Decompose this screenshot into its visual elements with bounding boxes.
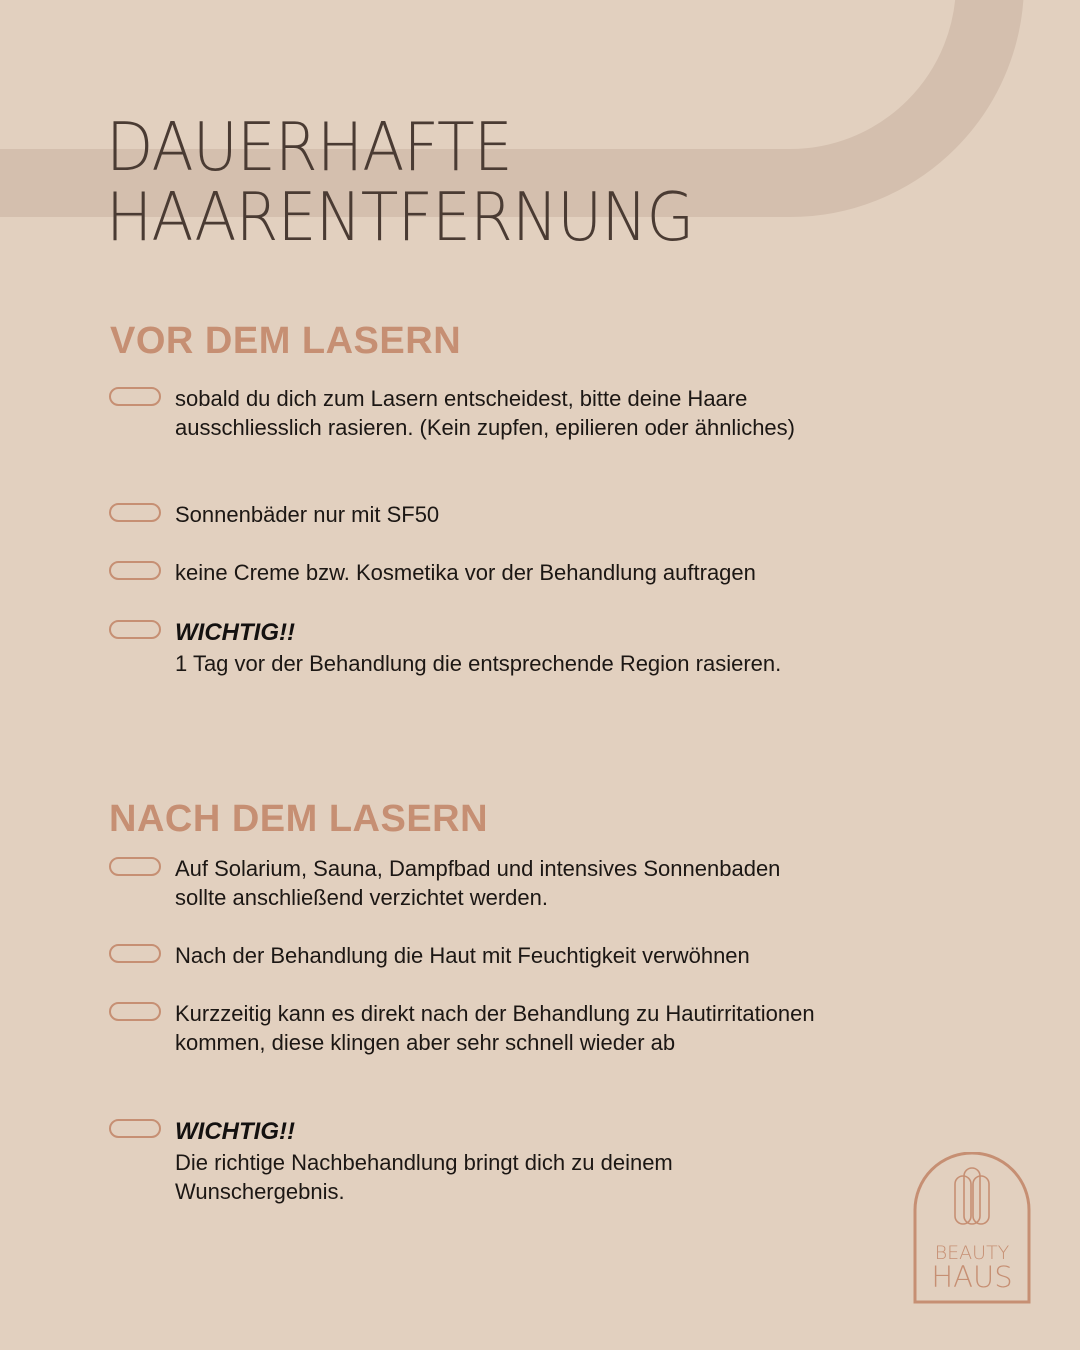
list-item-content [175,1116,829,1206]
important-label: WICHTIG!! [175,1118,295,1145]
list-item [109,384,829,442]
list-item [109,941,829,970]
checkbox-pill[interactable] [109,1002,161,1021]
title-line-1: DAUERHAFTE [106,108,512,186]
list-item-text: sobald du dich zum Lasern entscheidest, bitte deine Haare ausschliesslich rasieren. (Kein zupfen, epilieren oder ähnliches) [175,386,795,440]
logo-text-haus: HAUS [931,1260,1013,1294]
list-item-text: keine Creme bzw. Kosmetika vor der Behandlung auftragen [175,560,756,585]
page-title [106,108,694,256]
checkbox-pill[interactable] [109,857,161,876]
checkbox-pill[interactable] [109,1119,161,1138]
beauty-haus-logo [912,1152,1032,1304]
list-item-text: Auf Solarium, Sauna, Dampfbad und intensives Sonnenbaden sollte anschließend verzichtet werden. [175,856,781,910]
checkbox-pill[interactable] [109,503,161,522]
list-item-text: 1 Tag vor der Behandlung die entsprechende Region rasieren. [175,651,782,676]
logo-text-beauty: BEAUTY [934,1242,1010,1264]
title-line-2: HAARENTFERNUNG [106,178,694,256]
section-heading-after: NACH DEM LASERN [109,798,489,840]
list-item [109,500,829,529]
section-heading-before: VOR DEM LASERN [110,320,462,362]
list-item [109,558,829,587]
list-item-important [109,617,829,678]
checkbox-pill[interactable] [109,620,161,639]
list-item-text: Kurzzeitig kann es direkt nach der Behandlung zu Hautirritationen kommen, diese klingen aber sehr schnell wieder ab [175,1001,815,1055]
checkbox-pill[interactable] [109,387,161,406]
checkbox-pill[interactable] [109,944,161,963]
list-item-text: Sonnenbäder nur mit SF50 [175,502,440,527]
list-item-text: Die richtige Nachbehandlung bringt dich zu deinem Wunschergebnis. [175,1150,673,1204]
list-item [109,854,829,912]
list-item-content [175,617,829,678]
checkbox-pill[interactable] [109,561,161,580]
list-item-text: Nach der Behandlung die Haut mit Feuchtigkeit verwöhnen [175,943,750,968]
list-item [109,999,829,1057]
important-label: WICHTIG!! [175,619,295,646]
list-item-important [109,1116,829,1206]
